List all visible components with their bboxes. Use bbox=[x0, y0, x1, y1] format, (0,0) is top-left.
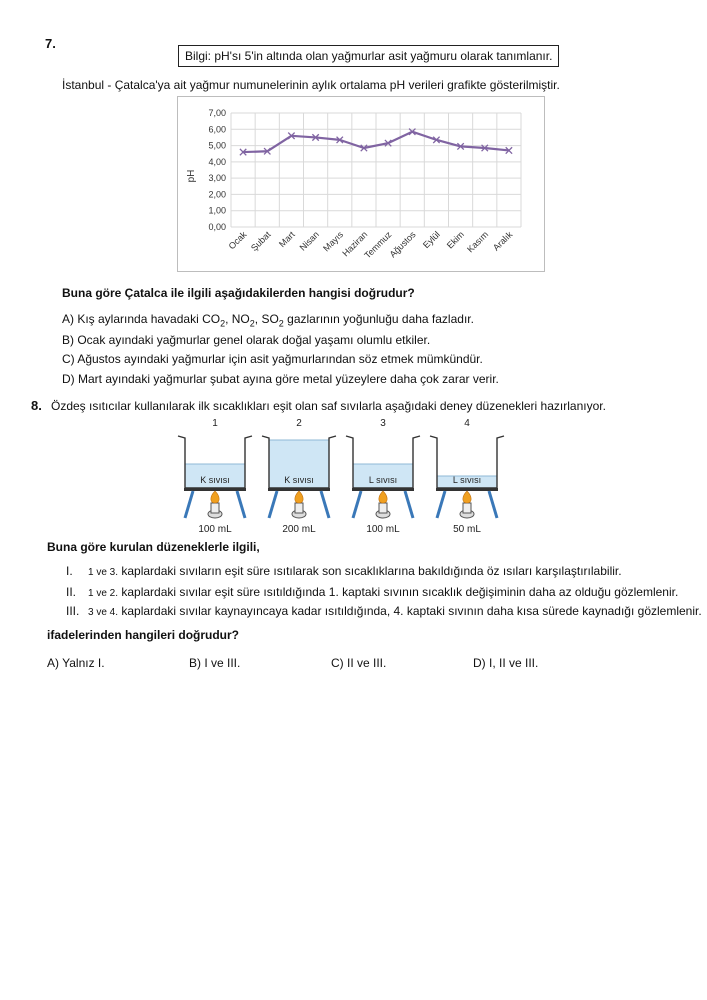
x-tick-label: Haziran bbox=[340, 229, 370, 259]
beaker-number: 2 bbox=[296, 418, 302, 429]
statement-ii-text: kaplardaki sıvılar eşit süre ısıtıldığında 1. kaptaki sıvının sıcaklık değişiminin daha az olduğu gözlemlenir. bbox=[118, 585, 679, 599]
option-a-text-2: , NO bbox=[225, 312, 250, 326]
option-a-sub-1: 2 bbox=[220, 318, 226, 329]
burner-body bbox=[379, 503, 387, 513]
burner-body bbox=[463, 503, 471, 513]
liquid-label: K sıvısı bbox=[284, 475, 314, 485]
y-tick-label: 1,00 bbox=[208, 205, 226, 216]
option-a-sub-3: 2 bbox=[278, 318, 284, 329]
beaker-number: 1 bbox=[212, 418, 218, 429]
option-a-text-4: gazlarının yoğunluğu daha fazladır. bbox=[283, 312, 474, 326]
experiment-setups bbox=[170, 414, 510, 536]
beaker-setup-4 bbox=[430, 418, 504, 535]
q8-option-b[interactable]: B) I ve III. bbox=[189, 656, 241, 670]
x-tick-label: Nisan bbox=[297, 229, 321, 253]
q7-intro: İstanbul - Çatalca'ya ait yağmur numunelerinin aylık ortalama pH verileri grafikte gösterilmiştir. bbox=[62, 78, 560, 92]
y-tick-label: 5,00 bbox=[208, 140, 226, 151]
burner-body bbox=[211, 503, 219, 513]
x-tick-label: Eylül bbox=[420, 229, 442, 251]
statement-iii-text: kaplardaki sıvılar kaynayıncaya kadar ısıtıldığında, 4. kaptaki sıvının daha kısa sürede kaynadığı gözlemlenir. bbox=[118, 604, 702, 618]
option-a-text-1: A) Kış aylarında havadaki CO bbox=[62, 312, 221, 326]
flame-icon bbox=[463, 491, 471, 503]
q8-prompt: ifadelerinden hangileri doğrudur? bbox=[47, 628, 240, 642]
volume-label: 50 mL bbox=[453, 524, 481, 535]
stand-leg bbox=[185, 491, 193, 518]
statement-iii-number: III. bbox=[66, 604, 80, 618]
stand-leg bbox=[321, 491, 329, 518]
burner-body bbox=[295, 503, 303, 513]
volume-label: 200 mL bbox=[282, 524, 316, 535]
ph-chart bbox=[177, 96, 545, 272]
q7-option-d[interactable]: D) Mart ayındaki yağmurlar şubat ayına göre metal yüzeylere daha çok zarar verir. bbox=[62, 372, 499, 386]
y-tick-label: 6,00 bbox=[208, 124, 226, 135]
flame-icon bbox=[379, 491, 387, 503]
x-tick-label: Temmuz bbox=[362, 229, 394, 261]
stand-plate bbox=[268, 488, 330, 491]
x-tick-label: Ekim bbox=[444, 229, 466, 251]
volume-label: 100 mL bbox=[198, 524, 232, 535]
y-tick-label: 0,00 bbox=[208, 222, 226, 232]
x-tick-label: Kasım bbox=[465, 229, 491, 255]
statement-ii-number: II. bbox=[66, 585, 77, 599]
x-tick-label: Şubat bbox=[248, 229, 273, 254]
statement-i bbox=[66, 564, 622, 578]
beaker-number: 4 bbox=[464, 418, 470, 429]
q8-option-c[interactable]: C) II ve III. bbox=[331, 656, 387, 670]
y-axis-label: pH bbox=[186, 169, 197, 183]
x-tick-label: Ocak bbox=[226, 229, 249, 252]
statement-iii-ref: 3 ve 4. bbox=[88, 607, 119, 618]
y-tick-label: 2,00 bbox=[208, 189, 226, 200]
beaker-setup-3 bbox=[346, 418, 420, 535]
beaker-setup-2 bbox=[262, 418, 336, 535]
stand-leg bbox=[269, 491, 277, 518]
statement-i-text: kaplardaki sıvıların eşit süre ısıtılarak son sıcaklıklarına bakıldığında öz ısıları karşılaştırılabilir. bbox=[118, 564, 622, 578]
q7-option-a[interactable] bbox=[62, 312, 474, 328]
q8-intro: Özdeş ısıtıcılar kullanılarak ilk sıcaklıkları eşit olan saf sıvılarla aşağıdaki deney düzenekleri hazırlanıyor. bbox=[51, 399, 606, 413]
statement-i-ref: 1 ve 3. bbox=[88, 567, 119, 578]
q8-question: Buna göre kurulan düzeneklerle ilgili, bbox=[47, 540, 260, 554]
statement-iii bbox=[66, 604, 702, 618]
flame-icon bbox=[295, 491, 303, 503]
stand-leg bbox=[489, 491, 497, 518]
q7-question: Buna göre Çatalca ile ilgili aşağıdakilerden hangisi doğrudur? bbox=[62, 286, 415, 300]
liquid-label: L sıvısı bbox=[452, 475, 482, 485]
question-8-number: 8. bbox=[31, 398, 42, 413]
q8-option-a[interactable]: A) Yalnız I. bbox=[47, 656, 105, 670]
stand-plate bbox=[436, 488, 498, 491]
question-7-number: 7. bbox=[45, 36, 56, 51]
info-box: Bilgi: pH'sı 5'in altında olan yağmurlar asit yağmuru olarak tanımlanır. bbox=[178, 45, 559, 67]
x-tick-label: Aralık bbox=[490, 229, 515, 253]
option-a-text-3: , SO bbox=[254, 312, 279, 326]
statement-i-number: I. bbox=[66, 564, 73, 578]
q8-option-d[interactable]: D) I, II ve III. bbox=[473, 656, 539, 670]
stand-plate bbox=[184, 488, 246, 491]
q7-option-c[interactable]: C) Ağustos ayındaki yağmurlar için asit yağmurlarından söz etmek mümkündür. bbox=[62, 352, 483, 366]
option-a-sub-2: 2 bbox=[249, 318, 255, 329]
y-tick-label: 7,00 bbox=[208, 108, 226, 118]
statement-ii bbox=[66, 585, 678, 599]
x-tick-label: Ağustos bbox=[387, 229, 418, 260]
volume-label: 100 mL bbox=[366, 524, 400, 535]
x-tick-label: Mayıs bbox=[321, 229, 346, 254]
beaker-number: 3 bbox=[380, 418, 386, 429]
y-tick-label: 4,00 bbox=[208, 156, 226, 167]
stand-leg bbox=[405, 491, 413, 518]
y-tick-label: 3,00 bbox=[208, 173, 226, 184]
flame-icon bbox=[211, 491, 219, 503]
ph-line-chart bbox=[178, 97, 544, 271]
stand-leg bbox=[353, 491, 361, 518]
q7-option-b[interactable]: B) Ocak ayındaki yağmurlar genel olarak doğal yaşamı olumlu etkiler. bbox=[62, 333, 431, 347]
statement-ii-ref: 1 ve 2. bbox=[88, 588, 119, 599]
stand-plate bbox=[352, 488, 414, 491]
beaker-setup-1 bbox=[178, 418, 252, 535]
liquid-label: L sıvısı bbox=[368, 475, 398, 485]
x-tick-label: Mart bbox=[277, 229, 297, 250]
stand-leg bbox=[437, 491, 445, 518]
stand-leg bbox=[237, 491, 245, 518]
liquid-label: K sıvısı bbox=[200, 475, 230, 485]
